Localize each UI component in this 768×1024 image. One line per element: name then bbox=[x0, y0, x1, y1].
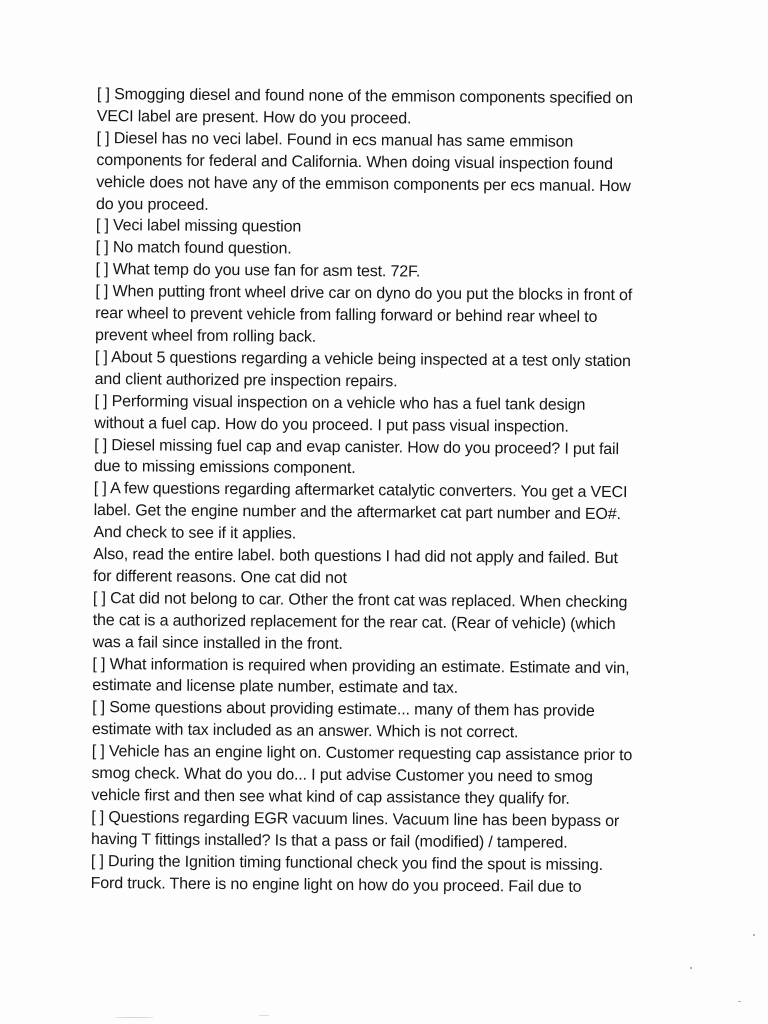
paragraph: [ ] A few questions regarding aftermarket catalytic converters. You get a VECI label. Get the engine number and the aftermarket cat part number and EO#. And check to see if it applies. bbox=[93, 480, 628, 543]
paragraph: [ ] Smogging diesel and found none of the emmison components specified on VECI label are present. How do you proceed. bbox=[96, 85, 634, 128]
scan-speck bbox=[258, 1015, 270, 1016]
paragraph: [ ] Vehicle has an engine light on. Customer requesting cap assistance prior to smog check. What do you do... I put advise Customer you need to smog vehicle first and then see what kind of cap assistance they qualify for. bbox=[91, 743, 633, 808]
paragraph: [ ] When putting front wheel drive car on dyno do you put the blocks in front of rear wheel to prevent vehicle from falling forward or behind rear wheel to prevent wheel from rolling back. bbox=[94, 283, 633, 346]
paragraph: [ ] Diesel missing fuel cap and evap canister. How do you proceed? I put fail due to missing emissions component. bbox=[93, 436, 619, 478]
document-body bbox=[91, 84, 687, 899]
paragraph: [ ] Questions regarding EGR vacuum lines. Vacuum line has been bypass or having T fittings installed? Is that a pass or fail (modified) / tampered. bbox=[91, 808, 620, 852]
paragraph: [ ] About 5 questions regarding a vehicle being inspected at a test only station and client authorized pre inspection repairs. bbox=[94, 348, 631, 391]
scan-speck bbox=[114, 1017, 154, 1018]
paragraph: [ ] Diesel has no veci label. Found in ecs manual has same emmison components for federal and California. When doing visual inspection found vehicle does not have any of the emmison components per ecs manual. How do you proceed. bbox=[95, 129, 631, 214]
scan-speck bbox=[738, 1001, 741, 1002]
paragraph: Also, read the entire label. both questions I had did not apply and failed. But for different reasons. One cat did not bbox=[93, 546, 618, 587]
paragraph: [ ] Veci label missing question bbox=[95, 217, 302, 237]
paragraph: [ ] What information is required when providing an estimate. Estimate and vin, estimate and license plate number, estimate and tax. bbox=[92, 655, 630, 698]
paragraph: [ ] No match found question. bbox=[95, 239, 292, 258]
paragraph: [ ] Cat did not belong to car. Other the front cat was replaced. When checking the cat is a authorized replacement for the rear cat. (Rear of vehicle) (which was a fail since installed in the front. bbox=[92, 589, 628, 653]
paragraph: [ ] What temp do you use fan for asm test. 72F. bbox=[95, 261, 421, 281]
scan-speck bbox=[753, 934, 755, 936]
scan-speck bbox=[690, 967, 692, 969]
paragraph: [ ] Performing visual inspection on a vehicle who has a fuel tank design without a fuel cap. How do you proceed. I put pass visual inspection. bbox=[94, 392, 586, 436]
paragraph: [ ] During the Ignition timing functional check you find the spout is missing. Ford truck. There is no engine light on how do you proceed. Fail due to bbox=[90, 852, 604, 896]
paragraph: [ ] Some questions about providing estimate... many of them has provide estimate with tax included as an answer. Which is not correct. bbox=[91, 699, 595, 742]
